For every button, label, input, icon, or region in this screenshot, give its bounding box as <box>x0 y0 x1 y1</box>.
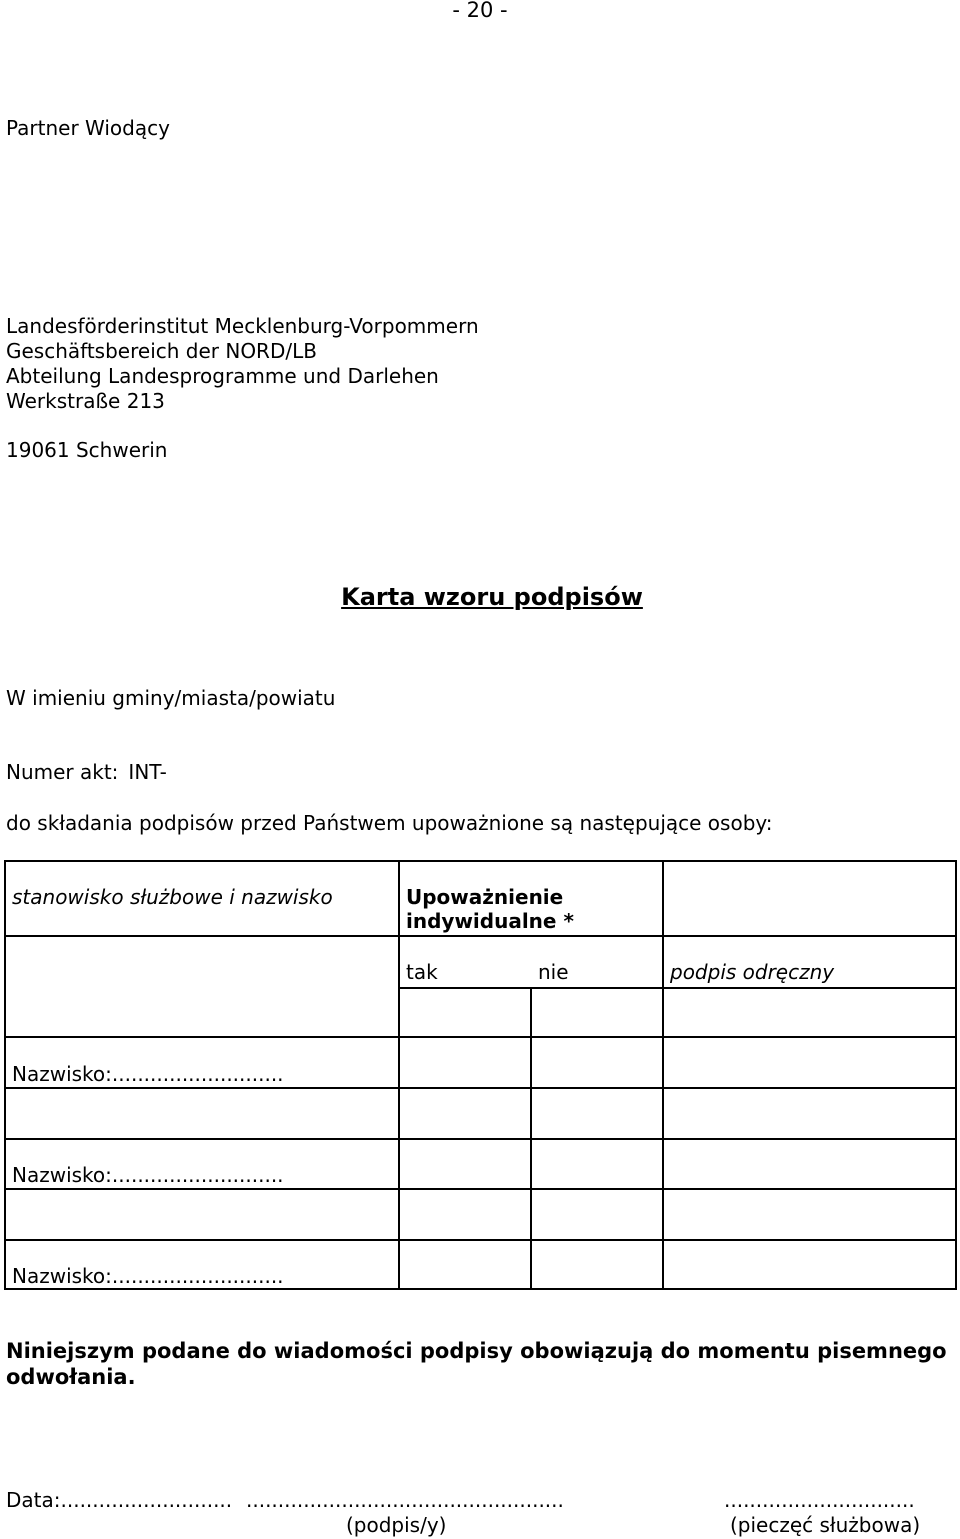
table-column-divider <box>398 860 400 1290</box>
table-row-divider <box>398 987 957 989</box>
table-row-divider <box>4 1239 957 1241</box>
table-border-bottom <box>4 1288 957 1290</box>
name-field-label: Nazwisko:........................... <box>12 1264 284 1288</box>
address-line: Werkstraße 213 <box>6 389 165 413</box>
table-border-left <box>4 860 6 1290</box>
table-row-divider <box>4 1087 957 1089</box>
table-row-divider <box>4 1036 957 1038</box>
header-yes: tak <box>406 960 438 984</box>
file-number <box>6 760 167 784</box>
table-column-divider <box>662 860 664 1290</box>
seal-line: .............................. <box>724 1488 915 1512</box>
signature-caption: (podpis/y) <box>346 1513 447 1537</box>
header-no: nie <box>538 960 569 984</box>
address-line: Abteilung Landesprogramme und Darlehen <box>6 364 439 388</box>
table-row-divider <box>4 935 957 937</box>
page-number: - 20 - <box>452 0 508 22</box>
file-number-label: Numer akt: <box>6 760 119 784</box>
file-number-value: INT- <box>128 760 167 784</box>
signature-table <box>4 860 957 1290</box>
date-field: Data:........................... <box>6 1488 233 1512</box>
header-handwritten-signature: podpis odręczny <box>670 960 835 984</box>
form-title: Karta wzoru podpisów <box>341 583 643 611</box>
closing-statement: Niniejszym podane do wiadomości podpisy obowiązują do momentu pisemnego odwołania. <box>6 1339 947 1389</box>
table-border-right <box>955 860 957 1290</box>
table-row-divider <box>4 1188 957 1190</box>
table-row-divider <box>4 1138 957 1140</box>
authorized-intro: do składania podpisów przed Państwem upoważnione są następujące osoby: <box>6 811 773 835</box>
partner-label: Partner Wiodący <box>6 116 170 140</box>
address-city: 19061 Schwerin <box>6 438 168 462</box>
address-line: Geschäftsbereich der NORD/LB <box>6 339 317 363</box>
seal-caption: (pieczęć służbowa) <box>730 1513 921 1537</box>
name-field-label: Nazwisko:........................... <box>12 1062 284 1086</box>
header-authorization-line2: indywidualne * <box>406 909 574 933</box>
on-behalf-label: W imieniu gminy/miasta/powiatu <box>6 686 336 710</box>
signature-line: .................................................. <box>246 1488 564 1512</box>
header-position-name: stanowisko służbowe i nazwisko <box>12 885 333 909</box>
address-line: Landesförderinstitut Mecklenburg-Vorpommern <box>6 314 479 338</box>
header-authorization-line1: Upoważnienie <box>406 885 564 909</box>
table-border-top <box>4 860 957 862</box>
name-field-label: Nazwisko:........................... <box>12 1163 284 1187</box>
recipient-address <box>6 314 479 414</box>
